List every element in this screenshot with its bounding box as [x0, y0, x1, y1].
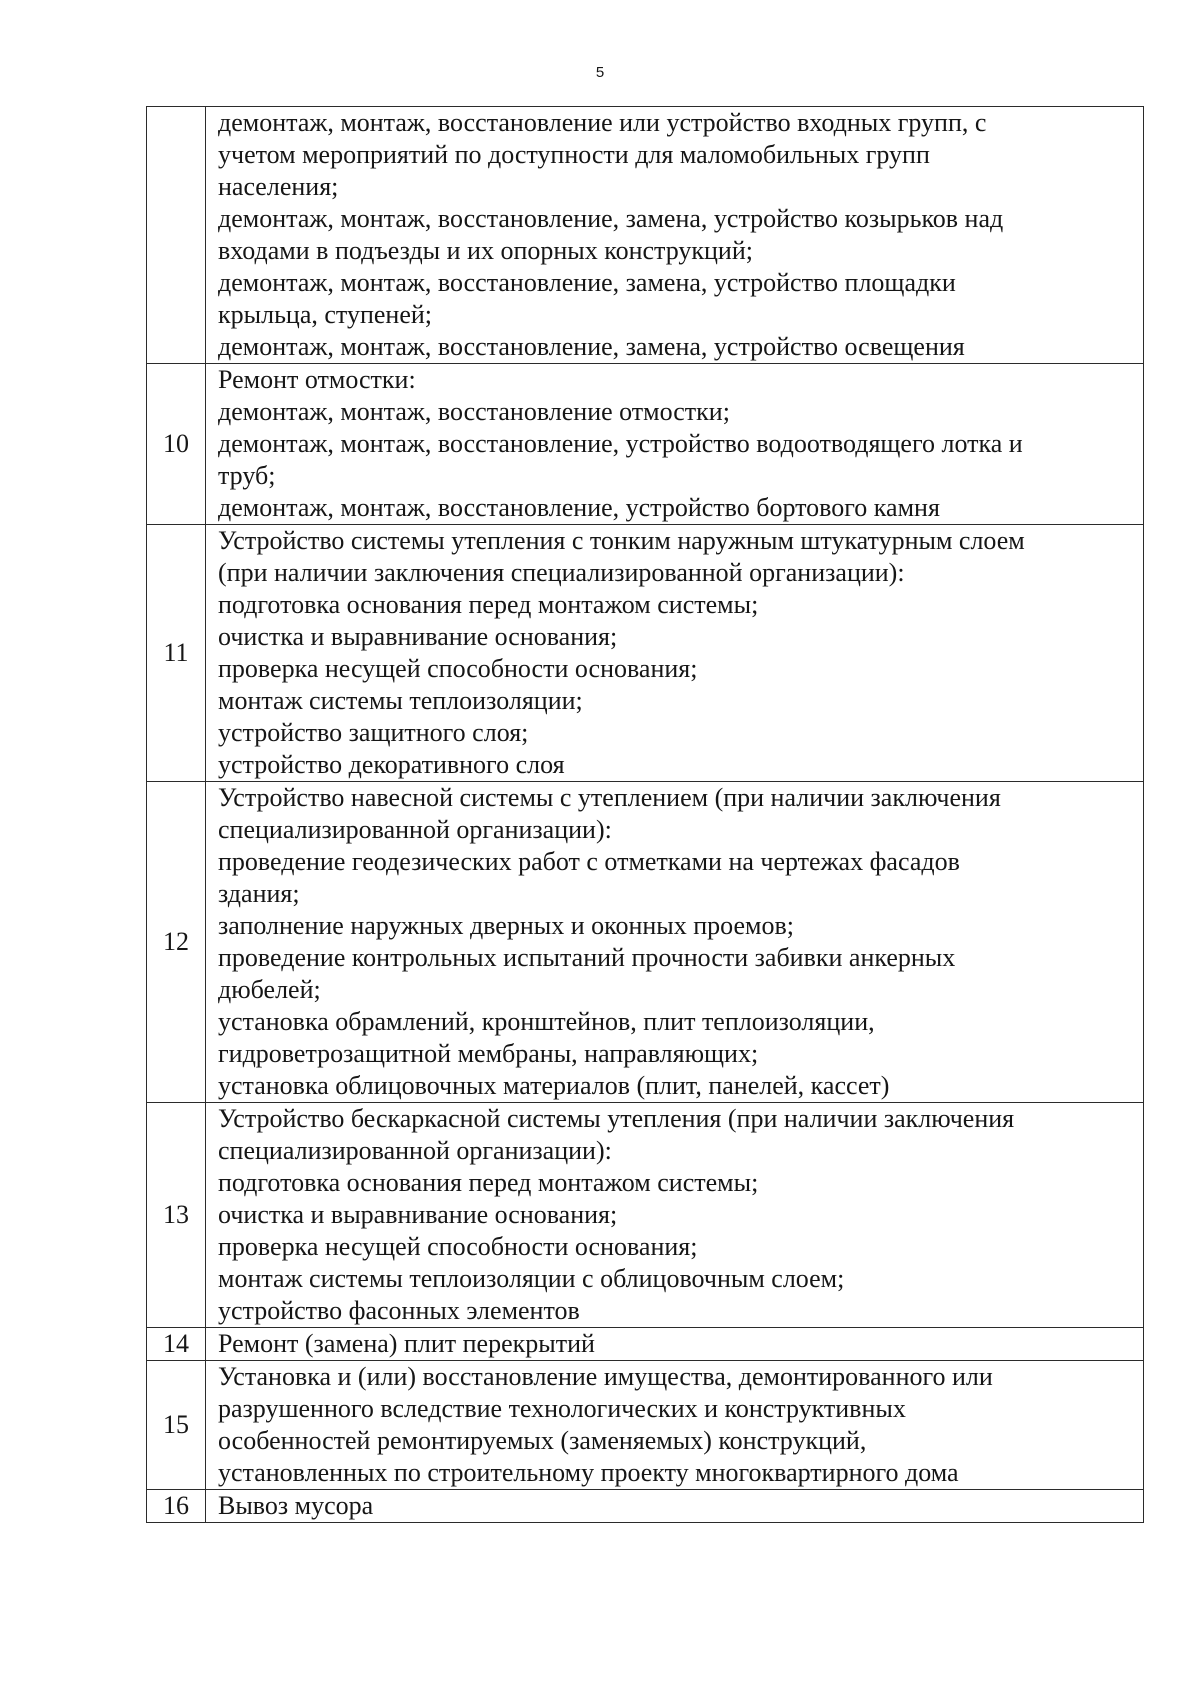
work-description-line: особенностей ремонтируемых (заменяемых) конструкций, [218, 1426, 867, 1455]
work-description-line: Устройство бескаркасной системы утепления (при наличии заключения [218, 1104, 1015, 1133]
table-row [147, 1328, 1144, 1361]
work-description-line: Устройство системы утепления с тонким наружным штукатурным слоем [218, 526, 1025, 555]
work-description-line: специализированной организации): [218, 1136, 612, 1165]
table-row [147, 107, 1144, 364]
work-description-line: населения; [218, 172, 339, 201]
work-description-line: демонтаж, монтаж, восстановление, замена, устройство площадки [218, 268, 956, 297]
row-number-cell: 16 [147, 1490, 206, 1523]
work-description-line: проведение контрольных испытаний прочности забивки анкерных [218, 943, 956, 972]
work-description-line: крыльца, ступеней; [218, 300, 432, 329]
works-table-body [147, 107, 1144, 1523]
row-number-cell: 11 [147, 525, 206, 782]
page-number: 5 [595, 64, 605, 81]
work-description-line: (при наличии заключения специализированной организации): [218, 558, 905, 587]
work-description-cell [206, 364, 1144, 525]
work-description-line: разрушенного вследствие технологических и конструктивных [218, 1394, 906, 1423]
work-description-line: демонтаж, монтаж, восстановление отмостки; [218, 397, 730, 426]
work-description-line: демонтаж, монтаж, восстановление, замена, устройство освещения [218, 332, 965, 361]
work-description-line: труб; [218, 461, 276, 490]
work-description-line: демонтаж, монтаж, восстановление, устройство водоотводящего лотка и [218, 429, 1023, 458]
work-description-line: здания; [218, 879, 300, 908]
work-description-line: очистка и выравнивание основания; [218, 1200, 618, 1229]
work-description-line: Ремонт (замена) плит перекрытий [218, 1329, 595, 1358]
work-description-line: входами в подъезды и их опорных конструкций; [218, 236, 753, 265]
row-number-cell: 14 [147, 1328, 206, 1361]
work-description-line: гидроветрозащитной мембраны, направляющих; [218, 1039, 759, 1068]
table-row [147, 525, 1144, 782]
work-description-line: установка обрамлений, кронштейнов, плит теплоизоляции, [218, 1007, 875, 1036]
work-description-cell [206, 107, 1144, 364]
row-number-cell: 13 [147, 1103, 206, 1328]
work-description-line: заполнение наружных дверных и оконных проемов; [218, 911, 794, 940]
work-description-line: Вывоз мусора [218, 1491, 374, 1520]
work-description-cell [206, 782, 1144, 1103]
work-description-cell [206, 1103, 1144, 1328]
work-description-line: проверка несущей способности основания; [218, 1232, 698, 1261]
work-description-cell [206, 1361, 1144, 1490]
work-description-line: специализированной организации): [218, 815, 612, 844]
work-description-line: демонтаж, монтаж, восстановление, устройство бортового камня [218, 493, 940, 522]
work-description-cell [206, 525, 1144, 782]
table-row [147, 364, 1144, 525]
work-description-line: дюбелей; [218, 975, 321, 1004]
table-row [147, 1361, 1144, 1490]
table-row [147, 1103, 1144, 1328]
work-description-cell [206, 1490, 1144, 1523]
table-row [147, 1490, 1144, 1523]
work-description-line: монтаж системы теплоизоляции с облицовочным слоем; [218, 1264, 845, 1293]
work-description-line: установка облицовочных материалов (плит, панелей, кассет) [218, 1071, 890, 1100]
work-description-line: устройство декоративного слоя [218, 750, 565, 779]
work-description-line: монтаж системы теплоизоляции; [218, 686, 583, 715]
work-description-line: демонтаж, монтаж, восстановление или устройство входных групп, с [218, 108, 987, 137]
work-description-line: подготовка основания перед монтажом системы; [218, 1168, 759, 1197]
work-description-line: учетом мероприятий по доступности для маломобильных групп [218, 140, 930, 169]
work-description-line: Устройство навесной системы с утеплением (при наличии заключения [218, 783, 1001, 812]
work-description-line: установленных по строительному проекту многоквартирного дома [218, 1458, 959, 1487]
row-number-cell: 10 [147, 364, 206, 525]
work-description-line: подготовка основания перед монтажом системы; [218, 590, 759, 619]
table-row [147, 782, 1144, 1103]
row-number-cell: 15 [147, 1361, 206, 1490]
row-number-cell: 12 [147, 782, 206, 1103]
work-description-line: очистка и выравнивание основания; [218, 622, 618, 651]
works-table [146, 106, 1144, 1523]
work-description-line: Установка и (или) восстановление имущества, демонтированного или [218, 1362, 993, 1391]
work-description-line: устройство защитного слоя; [218, 718, 529, 747]
work-description-line: Ремонт отмостки: [218, 365, 416, 394]
work-description-line: демонтаж, монтаж, восстановление, замена, устройство козырьков над [218, 204, 1004, 233]
work-description-line: проведение геодезических работ с отметками на чертежах фасадов [218, 847, 960, 876]
work-description-line: устройство фасонных элементов [218, 1296, 580, 1325]
row-number-cell [147, 107, 206, 364]
work-description-line: проверка несущей способности основания; [218, 654, 698, 683]
work-description-cell [206, 1328, 1144, 1361]
